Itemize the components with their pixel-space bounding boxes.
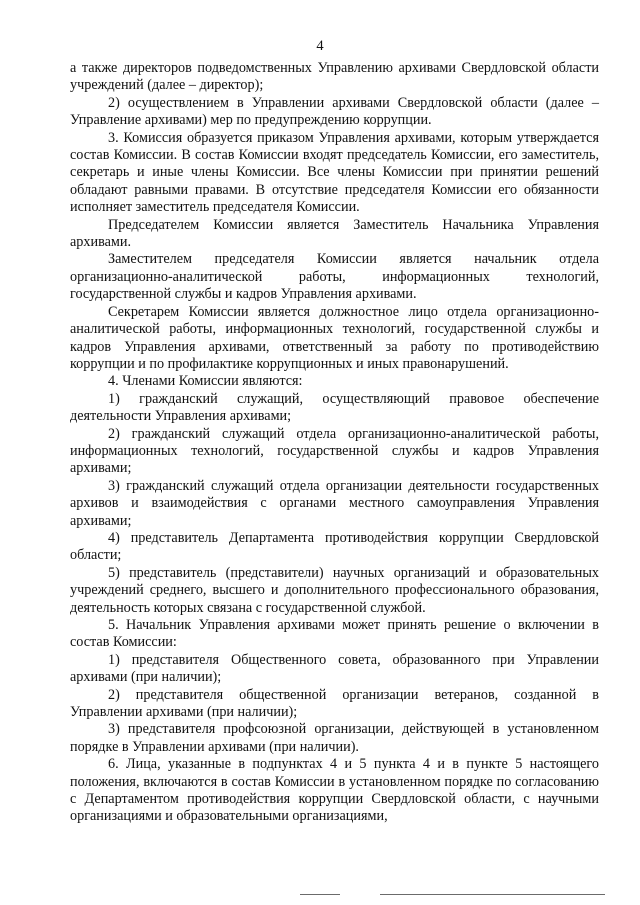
- paragraph-chairman: Председателем Комиссии является Заместитель Начальника Управления архивами.: [70, 216, 599, 251]
- page-number: 4: [316, 38, 324, 54]
- paragraph-3-commission-formation: 3. Комиссия образуется приказом Управления архивами, которым утверждается состав Комиссии. В состав Комиссии входят председатель Комиссии, его заместитель, секретарь и иные члены Комиссии. Все члены Комиссии при принятии решений обладают равными правами. В отсутствие председателя Комиссии его обязанности исполняет заместитель председателя Комиссии.: [70, 129, 599, 216]
- footer-rule-short: [300, 894, 340, 895]
- paragraph-continuation: а также директоров подведомственных Управлению архивами Свердловской области учреждений (далее – директор);: [70, 60, 599, 94]
- paragraph-5-heading: 5. Начальник Управления архивами может принять решение о включении в состав Комиссии:: [70, 617, 599, 651]
- paragraph-4-member-5: 5) представитель (представители) научных организаций и образовательных учреждений среднего, высшего и дополнительного профессионального образования, деятельность которых связана с государственной службой.: [70, 564, 599, 616]
- paragraph-secretary: Секретарем Комиссии является должностное лицо отдела организационно-аналитической работы, информационных технологий, государственной службы и кадров Управления архивами, ответственный за работу по противодействию коррупции и по профилактике коррупционных и иных правонарушений.: [70, 303, 599, 372]
- paragraph-4-members-heading: 4. Членами Комиссии являются:: [108, 373, 303, 390]
- paragraph-deputy-chairman: Заместителем председателя Комиссии является начальник отдела организационно-аналитической работы, информационных технологий, государственной службы и кадров Управления архивами.: [70, 251, 599, 303]
- paragraph-5-item-2: 2) представителя общественной организации ветеранов, созданной в Управлении архивами (при наличии);: [70, 686, 599, 721]
- paragraph-5-item-1: 1) представителя Общественного совета, образованного при Управлении архивами (при наличии);: [70, 651, 599, 686]
- paragraph-2-1-subitem-2: 2) осуществлением в Управлении архивами Свердловской области (далее – Управление архивами) мер по предупреждению коррупции.: [70, 94, 599, 129]
- paragraph-4-member-3: 3) гражданский служащий отдела организации деятельности государственных архивов и взаимодействия с органами местного самоуправления Управления архивами;: [70, 477, 599, 529]
- footer-rule: [380, 894, 605, 895]
- paragraph-5-item-3: 3) представителя профсоюзной организации, действующей в установленном порядке в Управлении архивами (при наличии).: [70, 721, 599, 755]
- paragraph-4-member-1: 1) гражданский служащий, осуществляющий правовое обеспечение деятельности Управления архивами;: [70, 390, 599, 425]
- document-body: [70, 60, 599, 826]
- paragraph-4-member-2: 2) гражданский служащий отдела организационно-аналитической работы, информационных технологий, государственной службы и кадров Управления архивами;: [70, 425, 599, 477]
- paragraph-6: 6. Лица, указанные в подпунктах 4 и 5 пункта 4 и в пункте 5 настоящего положения, включаются в состав Комиссии в установленном порядке по согласованию с Департаментом противодействия коррупции Свердловской области, с научными организациями и образовательными организациями,: [70, 756, 599, 825]
- paragraph-4-member-4: 4) представитель Департамента противодействия коррупции Свердловской области;: [70, 529, 599, 564]
